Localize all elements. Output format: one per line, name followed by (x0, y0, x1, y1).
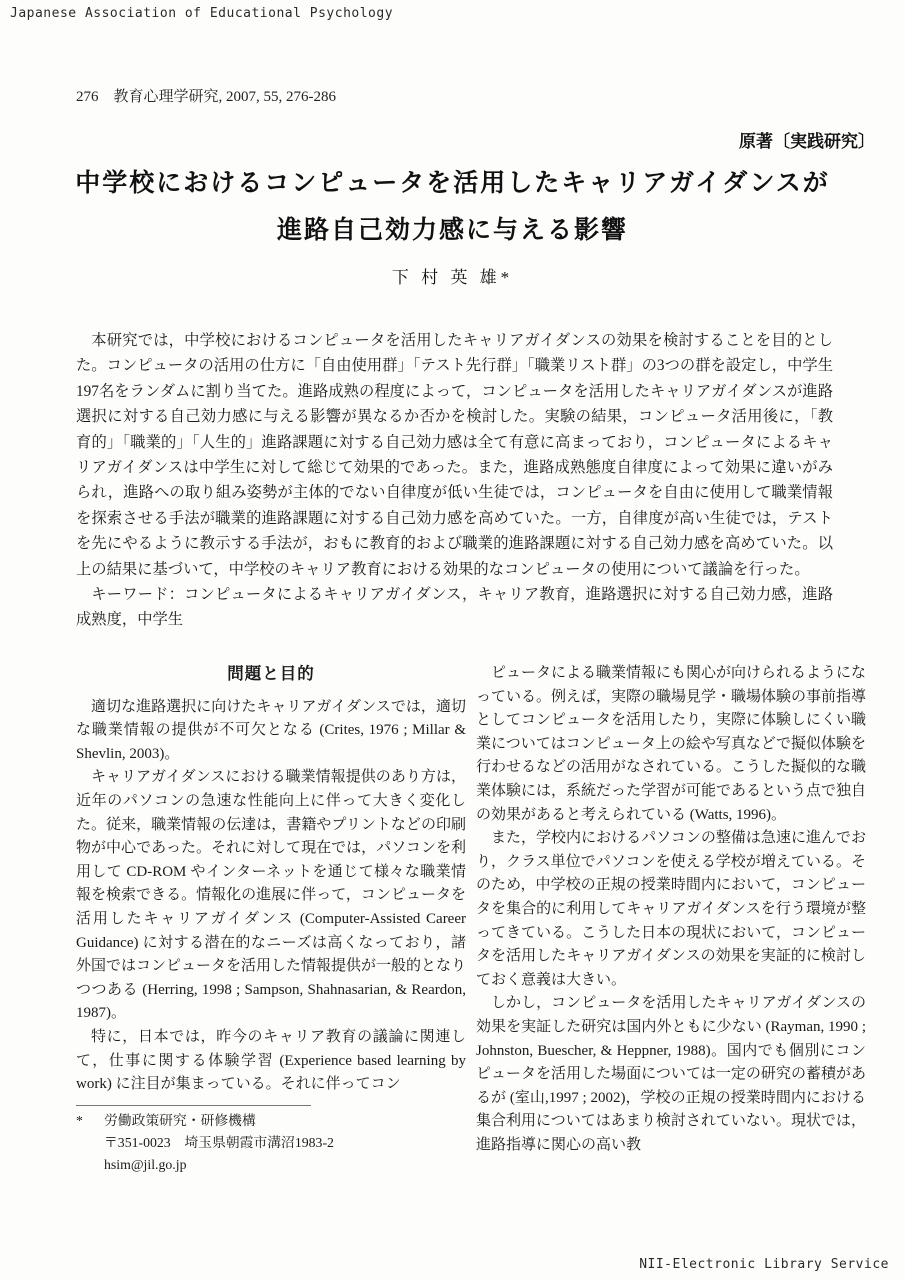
footnote-address: 〒351-0023 埼玉県朝霞市溝沼1983-2 (104, 1134, 334, 1150)
right-column (476, 662, 866, 1176)
footnote-separator (76, 1105, 311, 1106)
body-columns (76, 662, 866, 1176)
article-type-label: 原著〔実践研究〕 (739, 132, 875, 151)
paragraph: また，学校内におけるパソコンの整備は急速に進んでおり，クラス単位でパソコンを使える学校が増えている。そのため，中学校の正規の授業時間内において，コンピュータを集合的に利用してキャリアガイダンスを行う環境が整ってきている。こうした日本の現状において，コンピュータを活用したキャリアガイダンスの効果を実証的に検討しておく意義は大きい。 (476, 830, 866, 988)
footnote-affiliation: 労働政策研究・研修機構 (104, 1112, 256, 1128)
paragraph: しかし，コンピュータを活用したキャリアガイダンスの効果を実証した研究は国内外ともに少ない (Rayman, 1990 ; Johnston, Buescher, & Heppner, 1988)。国内でも個別にコンピュータを活用した場面については一定の研究の蓄積があるが (室山,1997 ; 2002)，学校の正規の授業時間内における集合利用についてはあまり検討されていない。現状では，進路指導に関心の高い教 (476, 995, 866, 1153)
paragraph: キャリアガイダンスにおける職業情報提供のあり方は，近年のパソコンの急速な性能向上に伴って大きく変化した。従来，職業情報の伝達は，書籍やプリントなどの印刷物が中心であった。それに対して現在では，パソコンを利用して CD-ROM やインターネットを通じて様々な職業情報を検索できる。情報化の進展に伴って，コンピュータを活用したキャリアガイダンス (Computer-Assisted Career Guidance) に対する潜在的なニーズは高くなっており，諸外国ではコンピュータを活用した情報提供が一般的となりつつある (Herring, 1998 ; Sampson, Shahnasarian, & Reardon, 1987)。 (76, 769, 467, 1022)
abstract-text: 本研究では，中学校におけるコンピュータを活用したキャリアガイダンスの効果を検討することを目的とした。コンピュータの活用の仕方に「自由使用群」「テスト先行群」「職業リスト群」の3つの群を設定し，中学生197名をランダムに割り当てた。進路成熟の程度によって，コンピュータを活用したキャリアガイダンスが進路選択に対する自己効力感に与える影響が異なるか否かを検討した。実験の結果，コンピュータ活用後に，「教育的」「職業的」「人生的」進路課題に対する自己効力感は全て有意に高まっており，コンピュータによるキャリアガイダンスは中学生に対して総じて効果的であった。また，進路成熟態度自律度によって効果に違いがみられ，進路への取り組み姿勢が主体的でない自律度が低い生徒では，コンピュータを自由に使用して職業情報を探索させる手法が職業的進路課題に対する自己効力感を高めていた。一方，自律度が高い生徒では，テストを先にやるように教示する手法が，おもに教育的および職業的進路課題に対する自己効力感を高めていた。以上の結果に基づいて，中学校のキャリア教育における効果的なコンピュータの使用について議論を行った。 (76, 332, 833, 578)
journal-citation: 276 教育心理学研究, 2007, 55, 276-286 (76, 89, 336, 105)
paragraph: ピュータによる職業情報にも関心が向けられるようになっている。例えば，実際の職場見学・職場体験の事前指導としてコンピュータを活用したり，実際に体験しにくい職業についてはコンピュータ上の絵や写真などで擬似体験を行わせるなどの活用がなされている。こうした擬似的な職業体験には，系統だった学習が可能であるという点で独自の効果があると考えられている (Watts, 1996)。 (476, 665, 867, 823)
keywords-line: キーワード：コンピュータによるキャリアガイダンス，キャリア教育，進路選択に対する自己効力感，進路成熟度，中学生 (76, 586, 833, 629)
author-footnote (76, 1110, 466, 1176)
footnote-affiliation-line (76, 1110, 466, 1132)
paper-title-line2: 進路自己効力感に与える影響 (276, 217, 628, 244)
paper-title (0, 160, 905, 254)
author-name: 下 村 英 雄* (391, 268, 514, 287)
paragraph: 特に，日本では，昨今のキャリア教育の議論に関連して，仕事に関する体験学習 (Experience based learning by work) に注目が集まっている。それに伴ってコン (76, 1028, 466, 1093)
abstract-block (76, 328, 833, 633)
library-watermark-bottom: NII-Electronic Library Service (639, 1257, 889, 1272)
paragraph: 適切な進路選択に向けたキャリアガイダンスでは，適切な職業情報の提供が不可欠となる (Crites, 1976 ; Millar & Shevlin, 2003)。 (76, 698, 466, 762)
left-column (76, 662, 466, 1176)
library-watermark-top: Japanese Association of Educational Psychology (10, 6, 394, 21)
paper-title-line1: 中学校におけるコンピュータを活用したキャリアガイダンスが (75, 170, 830, 197)
footnote-marker: * (76, 1112, 83, 1128)
section-heading: 問題と目的 (227, 664, 315, 683)
footnote-email: hsim@jil.go.jp (104, 1156, 187, 1172)
